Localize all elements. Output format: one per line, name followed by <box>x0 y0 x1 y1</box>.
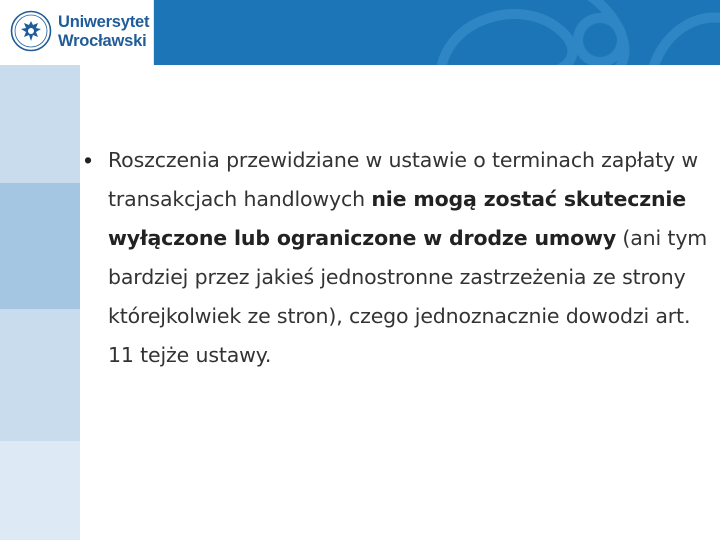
bullet-text-segment-1: Roszczenia przewidziane w ustawie o terminach zapłaty w transakcjach handlowych <box>108 148 698 211</box>
bullet-text-bold-segment: nie mogą zostać skutecznie wyłączone lub ograniczone w drodze umowy <box>108 187 687 250</box>
slide-content <box>80 65 720 540</box>
bullet-marker: • <box>84 147 93 173</box>
side-block-2 <box>0 183 80 309</box>
logo-line-1: Uniwersytet <box>58 13 150 31</box>
university-eagle-emblem-icon <box>10 10 52 52</box>
logo-wordmark <box>58 13 149 51</box>
side-block-4 <box>0 441 80 540</box>
left-color-bar <box>0 65 80 540</box>
side-block-3 <box>0 309 80 441</box>
side-block-1 <box>0 65 80 183</box>
bullet-text-segment-3: (ani tym bardziej przez jakieś jednostronne zastrzeżenia ze strony którejkolwiek ze stron), czego jednoznacznie dowodzi art. 11 tejże ustawy. <box>108 226 708 367</box>
bullet-text <box>108 141 720 375</box>
logo <box>0 0 154 65</box>
slide-header <box>0 0 720 65</box>
logo-line-2: Wrocławski <box>58 32 147 50</box>
